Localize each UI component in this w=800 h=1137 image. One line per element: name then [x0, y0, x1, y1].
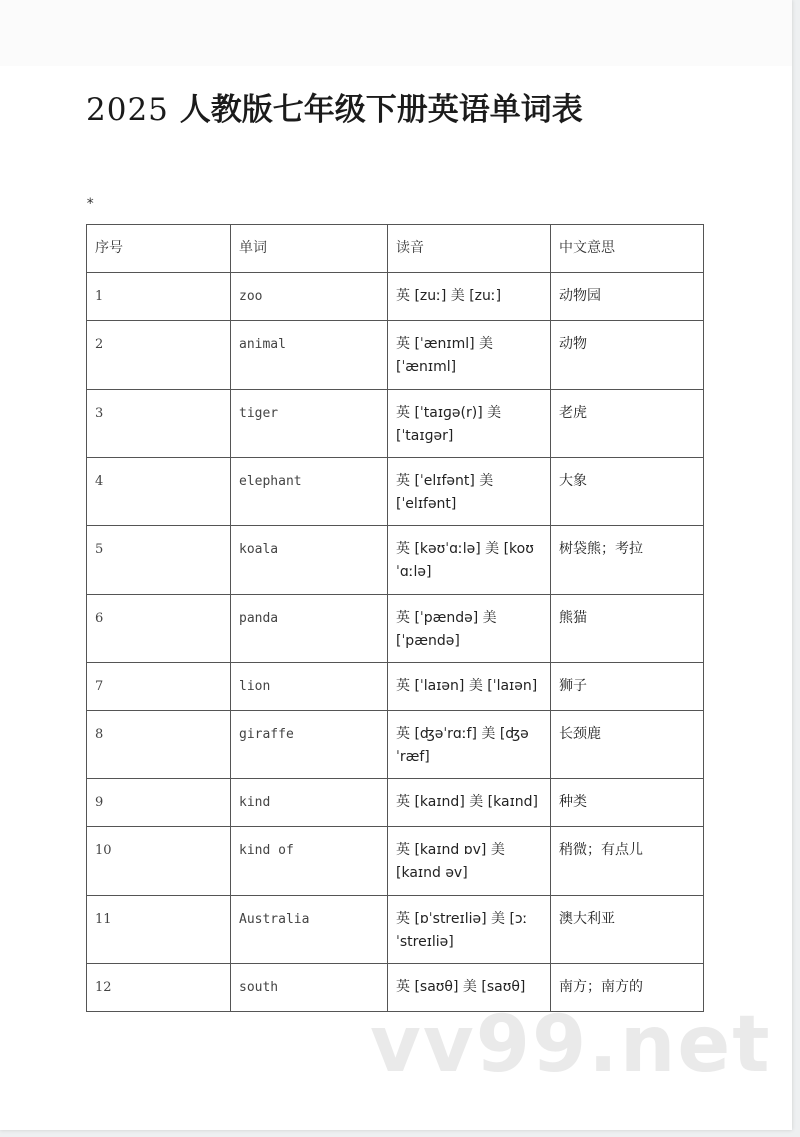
table-row	[87, 663, 704, 711]
row-pronunciation: 英 [saʊθ] 美 [saʊθ]	[388, 964, 551, 1012]
row-number: 1	[87, 273, 231, 321]
row-meaning: 稍微；有点儿	[551, 827, 704, 896]
header-number: 序号	[87, 225, 231, 273]
row-meaning: 树袋熊；考拉	[551, 526, 704, 595]
row-number: 12	[87, 964, 231, 1012]
row-pronunciation: 英 [kaɪnd ɒv] 美 [kaɪnd əv]	[388, 827, 551, 896]
row-pronunciation: 英 [ˈtaɪɡə(r)] 美 [ˈtaɪɡər]	[388, 390, 551, 458]
row-pronunciation: 英 [kəʊˈɑːlə] 美 [koʊˈɑːlə]	[388, 526, 551, 595]
row-number: 10	[87, 827, 231, 896]
watermark: vv99.net	[370, 1000, 772, 1090]
row-word: giraffe	[231, 711, 388, 779]
row-pronunciation: 英 [ɒˈstreɪliə] 美 [ɔːˈstreɪliə]	[388, 896, 551, 964]
row-word: tiger	[231, 390, 388, 458]
bullet-marker: *	[86, 196, 95, 212]
row-meaning: 种类	[551, 779, 704, 827]
title-main: 人教版七年级下册英语单词表	[179, 92, 583, 128]
row-number: 2	[87, 321, 231, 390]
row-word: Australia	[231, 896, 388, 964]
table-row	[87, 458, 704, 526]
row-word: kind	[231, 779, 388, 827]
table-row	[87, 711, 704, 779]
row-word: lion	[231, 663, 388, 711]
row-number: 8	[87, 711, 231, 779]
header-word: 单词	[231, 225, 388, 273]
row-word: kind of	[231, 827, 388, 896]
table-row	[87, 827, 704, 896]
row-pronunciation: 英 [ˈelɪfənt] 美 [ˈelɪfənt]	[388, 458, 551, 526]
row-word: south	[231, 964, 388, 1012]
row-number: 6	[87, 595, 231, 663]
row-meaning: 狮子	[551, 663, 704, 711]
title-year: 2025	[86, 92, 169, 128]
row-meaning: 动物园	[551, 273, 704, 321]
row-meaning: 熊猫	[551, 595, 704, 663]
row-word: koala	[231, 526, 388, 595]
table-row	[87, 321, 704, 390]
row-meaning: 老虎	[551, 390, 704, 458]
table-header-row	[87, 225, 704, 273]
row-number: 4	[87, 458, 231, 526]
row-number: 11	[87, 896, 231, 964]
row-pronunciation: 英 [ʤəˈrɑːf] 美 [ʤəˈræf]	[388, 711, 551, 779]
table-row	[87, 390, 704, 458]
row-pronunciation: 英 [ˈlaɪən] 美 [ˈlaɪən]	[388, 663, 551, 711]
row-pronunciation: 英 [zuː] 美 [zuː]	[388, 273, 551, 321]
table-row	[87, 896, 704, 964]
row-pronunciation: 英 [kaɪnd] 美 [kaɪnd]	[388, 779, 551, 827]
row-meaning: 南方；南方的	[551, 964, 704, 1012]
vocabulary-table	[86, 224, 704, 1012]
row-meaning: 动物	[551, 321, 704, 390]
row-word: panda	[231, 595, 388, 663]
table-row	[87, 526, 704, 595]
row-number: 5	[87, 526, 231, 595]
row-number: 7	[87, 663, 231, 711]
row-word: zoo	[231, 273, 388, 321]
row-pronunciation: 英 [ˈænɪml] 美 [ˈænɪml]	[388, 321, 551, 390]
table-row	[87, 595, 704, 663]
row-number: 9	[87, 779, 231, 827]
page-title	[86, 84, 583, 129]
row-word: animal	[231, 321, 388, 390]
row-meaning: 大象	[551, 458, 704, 526]
table-row	[87, 273, 704, 321]
row-pronunciation: 英 [ˈpændə] 美 [ˈpændə]	[388, 595, 551, 663]
row-meaning: 澳大利亚	[551, 896, 704, 964]
table-row	[87, 779, 704, 827]
row-meaning: 长颈鹿	[551, 711, 704, 779]
page-header-band	[0, 0, 792, 66]
row-word: elephant	[231, 458, 388, 526]
header-meaning: 中文意思	[551, 225, 704, 273]
header-pronunciation: 读音	[388, 225, 551, 273]
row-number: 3	[87, 390, 231, 458]
